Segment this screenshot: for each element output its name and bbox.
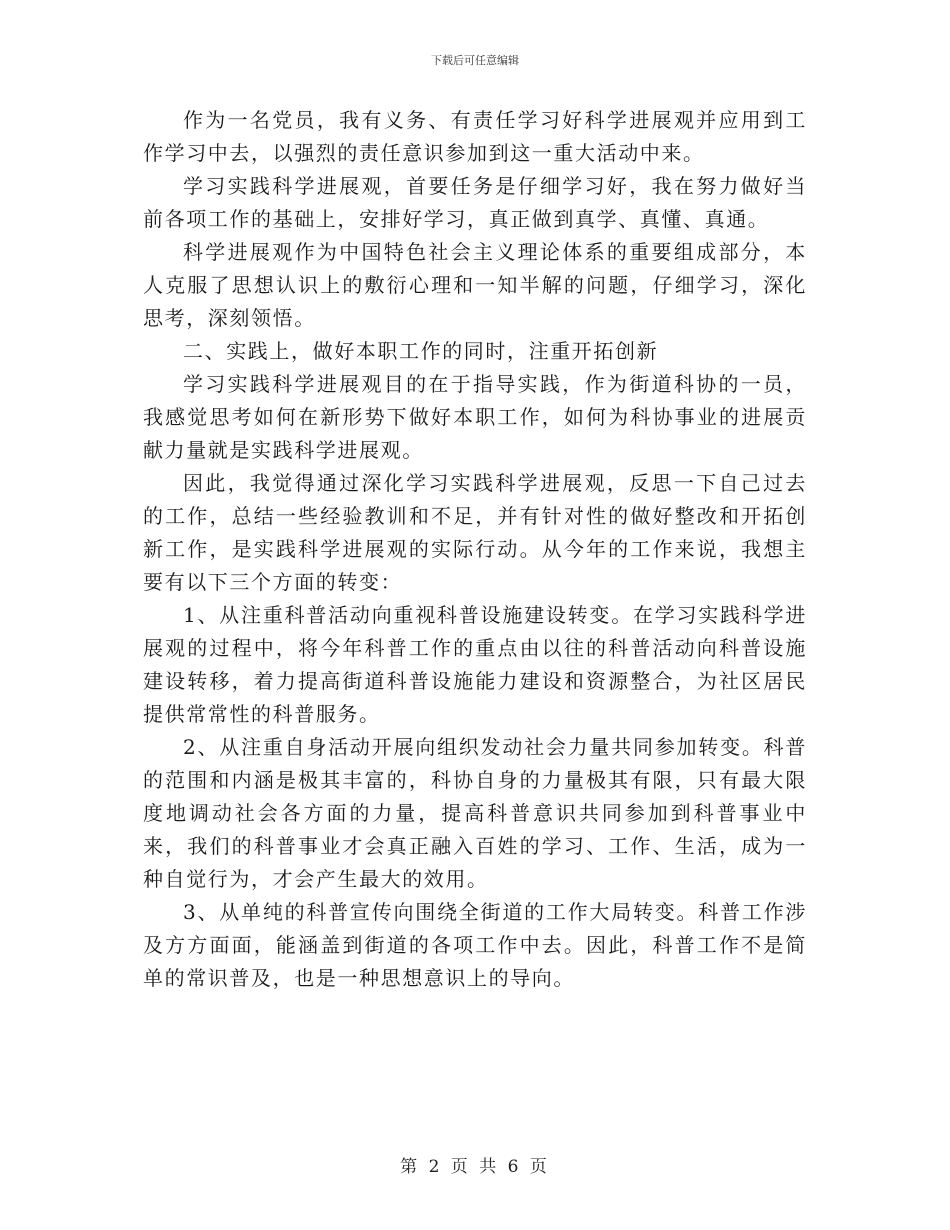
list-item: 3、从单纯的科普宣传向围绕全街道的工作大局转变。科普工作涉及方方面面，能涵盖到街道的各项工作中去。因此，科普工作不是简单的常识普及，也是一种思想意识上的导向。 [143, 900, 807, 990]
document-body [143, 104, 807, 995]
paragraph: 因此，我觉得通过深化学习实践科学进展观，反思一下自己过去的工作，总结一些经验教训和不足，并有针对性的做好整改和开拓创新工作，是实践科学进展观的实际行动。从今年的工作来说，我想主要有以下三个方面的转变： [143, 471, 807, 594]
paragraph: 作为一名党员，我有义务、有责任学习好科学进展观并应用到工作学习中去，以强烈的责任意识参加到这一重大活动中来。 [143, 108, 807, 165]
list-item: 1、从注重科普活动向重视科普设施建设转变。在学习实践科学进展观的过程中，将今年科普工作的重点由以往的科普活动向科普设施建设转移，着力提高街道科普设施能力建设和资源整合，为社区居民提供常常性的科普服务。 [143, 603, 807, 726]
page-header: 下载后可任意编辑 [431, 54, 519, 67]
paragraph: 科学进展观作为中国特色社会主义理论体系的重要组成部分，本人克服了思想认识上的敷衍心理和一知半解的问题，仔细学习，深化思考，深刻领悟。 [143, 240, 807, 330]
section-heading: 二、实践上，做好本职工作的同时，注重开拓创新 [183, 339, 659, 363]
list-item: 2、从注重自身活动开展向组织发动社会力量共同参加转变。科普的范围和内涵是极其丰富的，科协自身的力量极其有限，只有最大限度地调动社会各方面的力量，提高科普意识共同参加到科普事业中来，我们的科普事业才会真正融入百姓的学习、工作、生活，成为一种自觉行为，才会产生最大的效用。 [143, 735, 807, 891]
page-number: 第 2 页 共 6 页 [400, 1157, 550, 1177]
paragraph: 学习实践科学进展观目的在于指导实践，作为街道科协的一员，我感觉思考如何在新形势下做好本职工作，如何为科协事业的进展贡献力量就是实践科学进展观。 [143, 372, 807, 462]
paragraph: 学习实践科学进展观，首要任务是仔细学习好，我在努力做好当前各项工作的基础上，安排好学习，真正做到真学、真懂、真通。 [143, 174, 807, 231]
